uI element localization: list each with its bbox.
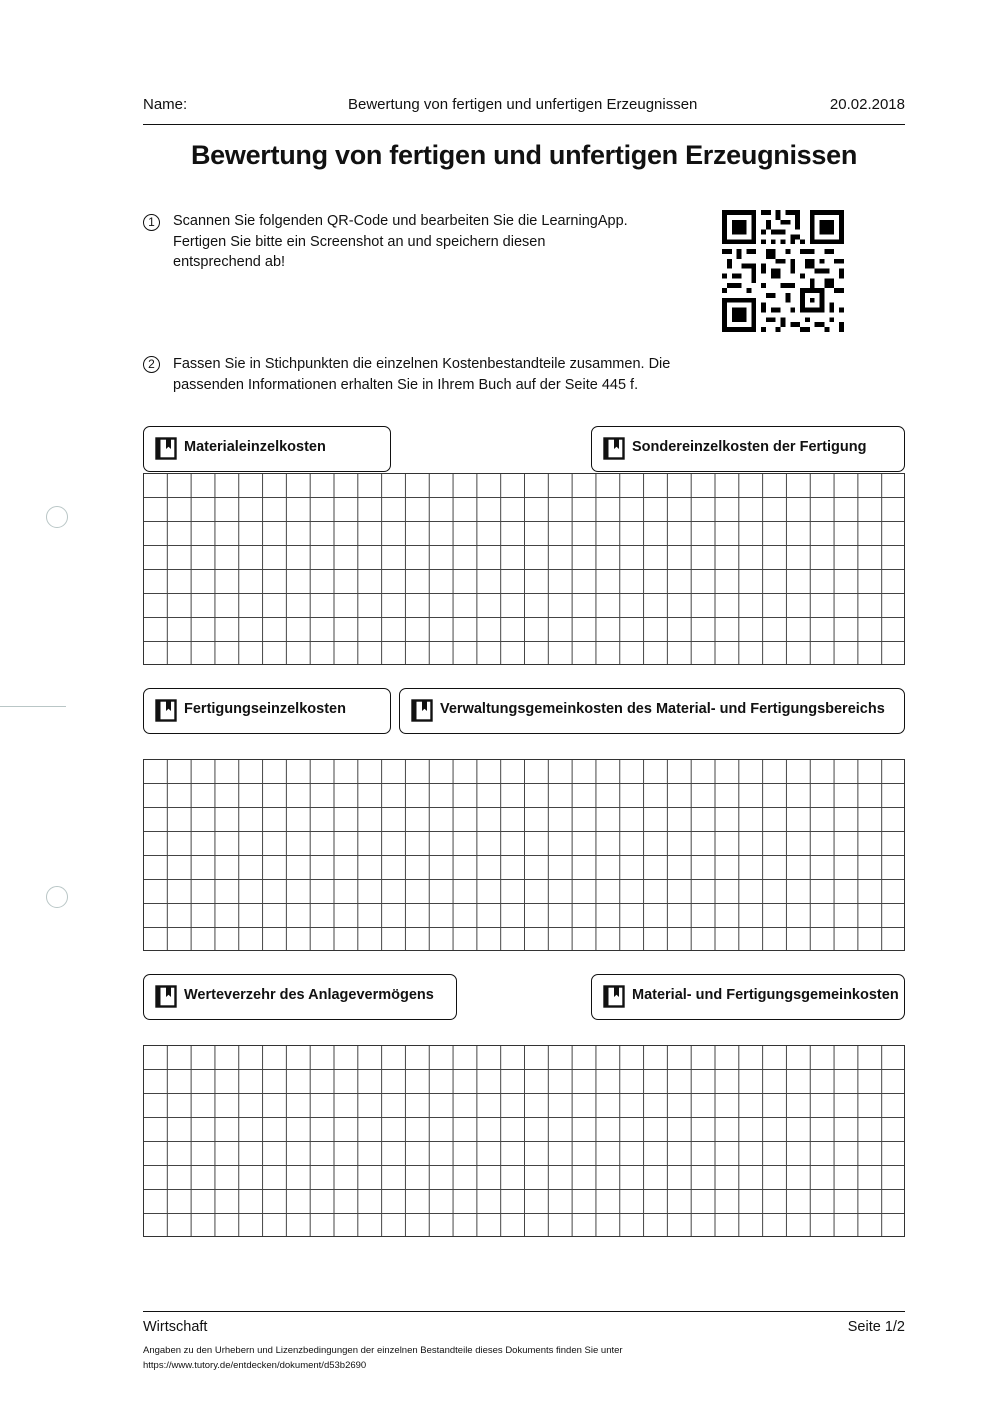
writing-grid-2[interactable] (143, 759, 905, 951)
topic-box-verwaltungsgemeinkosten (399, 688, 905, 734)
header-rule (143, 124, 905, 125)
punch-hole-bottom (46, 886, 68, 908)
topic-label: Materialeinzelkosten (184, 439, 326, 455)
topic-box-gemeinkosten (591, 974, 905, 1020)
header-doc-title: Bewertung von fertigen und unfertigen Erzeugnissen (348, 96, 698, 113)
punch-hole-top (46, 506, 68, 528)
book-bookmark-icon (155, 699, 177, 722)
header-date: 20.02.2018 (829, 96, 905, 113)
book-bookmark-icon (155, 437, 177, 460)
task-2-line: Fassen Sie in Stichpunkten die einzelnen Kostenbestandteile zusammen. Die (173, 356, 671, 372)
page-title: Bewertung von fertigen und unfertigen Erzeugnissen (190, 140, 858, 170)
footer-page-number: Seite 1/2 (847, 1319, 905, 1335)
task-number-1: 1 (143, 214, 160, 231)
book-bookmark-icon (603, 437, 625, 460)
task-1-text (173, 211, 628, 273)
footer-rule (143, 1311, 905, 1312)
topic-box-fertigungseinzelkosten (143, 688, 391, 734)
task-1-line: entsprechend ab! (173, 254, 286, 270)
topic-box-sondereinzelkosten (591, 426, 905, 472)
topic-label: Fertigungseinzelkosten (184, 701, 346, 717)
topic-label: Verwaltungsgemeinkosten des Material- und Fertigungsbereichs (440, 701, 885, 717)
book-bookmark-icon (603, 985, 625, 1008)
license-note: Angaben zu den Urhebern und Lizenzbedingungen der einzelnen Bestandteile dieses Dokuments finden Sie unter (143, 1345, 623, 1356)
task-1-line: Scannen Sie folgenden QR-Code und bearbeiten Sie die LearningApp. (173, 213, 628, 229)
name-label: Name: (143, 96, 188, 113)
task-1-line: Fertigen Sie bitte ein Screenshot an und speichern diesen (173, 233, 546, 250)
topic-box-materialeinzelkosten (143, 426, 391, 472)
license-link[interactable]: https://www.tutory.de/entdecken/dokument/d53b2690 (143, 1360, 367, 1371)
book-bookmark-icon (411, 699, 433, 722)
topic-box-werteverzehr (143, 974, 457, 1020)
topic-label: Material- und Fertigungsgemeinkosten (632, 987, 899, 1003)
book-bookmark-icon (155, 985, 177, 1008)
topic-label: Werteverzehr des Anlagevermögens (184, 987, 434, 1003)
task-number-2: 2 (143, 356, 160, 373)
writing-grid-3[interactable] (143, 1045, 905, 1237)
footer-subject: Wirtschaft (143, 1319, 208, 1335)
qr-code-icon[interactable] (722, 210, 844, 332)
writing-grid-1[interactable] (143, 473, 905, 665)
task-2-text (173, 354, 670, 395)
topic-label: Sondereinzelkosten der Fertigung (632, 439, 867, 455)
fold-mark (0, 706, 66, 707)
task-2-line: passenden Informationen erhalten Sie in Ihrem Buch auf der Seite 445 f. (173, 376, 639, 393)
